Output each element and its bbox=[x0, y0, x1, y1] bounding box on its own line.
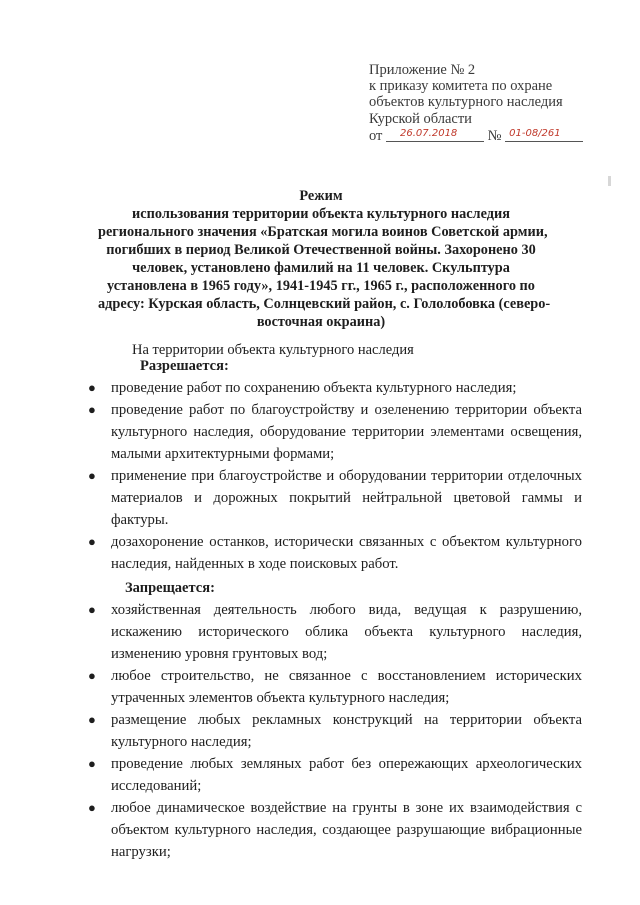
forbidden-list bbox=[84, 599, 582, 863]
allowed-list bbox=[84, 377, 582, 575]
title-line: Режим bbox=[299, 188, 343, 204]
appendix-header bbox=[369, 62, 583, 144]
from-label: от bbox=[369, 127, 383, 144]
appendix-order-ref: к приказу комитета по охране bbox=[369, 78, 553, 95]
list-item: ● дозахоронение останков, исторически связанных с объектом культурного наследия, найденных в ходе поисковых работ. bbox=[84, 531, 582, 575]
date-field bbox=[386, 127, 484, 142]
appendix-committee: объектов культурного наследия bbox=[369, 94, 563, 111]
list-item: ● проведение работ по благоустройству и озеленению территории объекта культурного наследия, оборудование территории элементами освещения, малыми архитектурными формами; bbox=[84, 399, 582, 465]
title-line: адресу: Курская область, Солнцевский район, с. Гололобовка (северо- bbox=[98, 296, 551, 312]
handwritten-date: 26.07.2018 bbox=[400, 127, 458, 139]
forbidden-heading: Запрещается: bbox=[125, 580, 215, 596]
bullet-icon: ● bbox=[88, 380, 96, 395]
list-item: ● проведение любых земляных работ без опережающих археологических исследований; bbox=[84, 753, 582, 797]
title-line: восточная окраина) bbox=[256, 314, 386, 330]
list-item: ● хозяйственная деятельность любого вида, ведущая к разрушению, искажению исторического облика объекта культурного наследия, изменению уровня грунтовых вод; bbox=[84, 599, 582, 665]
list-item: ● применение при благоустройстве и оборудовании территории отделочных материалов и дорожных покрытий нейтральной цветовой гаммы и фактуры. bbox=[84, 465, 582, 531]
title-line: человек, установлено фамилий на 11 человек. Скульптура bbox=[132, 260, 510, 276]
appendix-date-line bbox=[369, 127, 583, 144]
number-label: № bbox=[487, 127, 502, 144]
list-item: ● любое строительство, не связанное с восстановлением исторических утраченных элементов объекта культурного наследия; bbox=[84, 665, 582, 709]
bullet-icon: ● bbox=[88, 602, 96, 617]
appendix-number: Приложение № 2 bbox=[369, 62, 476, 78]
list-item: ● проведение работ по сохранению объекта культурного наследия; bbox=[84, 377, 582, 399]
intro-text: На территории объекта культурного наследия bbox=[132, 342, 414, 358]
bullet-icon: ● bbox=[88, 468, 96, 483]
list-item: ● размещение любых рекламных конструкций на территории объекта культурного наследия; bbox=[84, 709, 582, 753]
allowed-heading: Разрешается: bbox=[140, 358, 229, 374]
title-line: погибших в период Великой Отечественной войны. Захоронено 30 bbox=[106, 242, 536, 258]
bullet-icon: ● bbox=[88, 402, 96, 417]
list-item: ● любое динамическое воздействие на грунты в зоне их взаимодействия с объектом культурного наследия, создающее разрушающие вибрационные нагрузки; bbox=[84, 797, 582, 863]
appendix-region: Курской области bbox=[369, 110, 472, 127]
title-line: установлена в 1965 году», 1941-1945 гг., 1965 г., расположенного по bbox=[107, 278, 535, 294]
bullet-icon: ● bbox=[88, 712, 96, 727]
bullet-icon: ● bbox=[88, 534, 96, 549]
bullet-icon: ● bbox=[88, 800, 96, 815]
scan-mark bbox=[608, 176, 611, 186]
handwritten-number: 01-08/261 bbox=[509, 127, 561, 139]
bullet-icon: ● bbox=[88, 668, 96, 683]
title-line: регионального значения «Братская могила воинов Советской армии, bbox=[98, 224, 548, 240]
bullet-icon: ● bbox=[88, 756, 96, 771]
number-field bbox=[505, 127, 583, 142]
document-title bbox=[98, 187, 551, 331]
title-line: использования территории объекта культурного наследия bbox=[132, 206, 510, 222]
